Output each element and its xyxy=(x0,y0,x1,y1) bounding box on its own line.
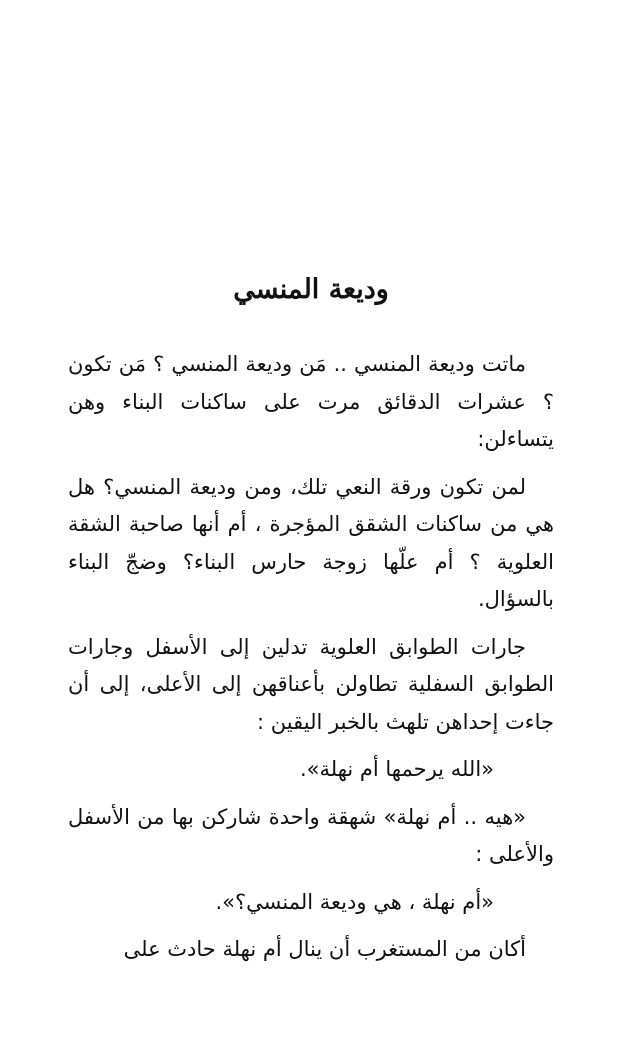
quote-1: «الله يرحمها أم نهلة». xyxy=(299,757,494,781)
paragraph-4: «هيه .. أم نهلة» شهقة واحدة شاركن بها من الأسفل والأعلى : xyxy=(68,804,554,866)
book-page xyxy=(68,250,554,979)
quote-2: «أم نهلة ، هي وديعة المنسي؟». xyxy=(215,889,494,914)
paragraph-3: جارات الطوابق العلوية تدلين إلى الأسفل وجارات الطوابق السفلية تطاولن بأعناقهن إلى الأعلى، إلى أن جاءت إحداهن تلهث بالخبر اليقين : xyxy=(68,634,554,734)
paragraph-1: ماتت وديعة المنسي .. مَن وديعة المنسي ؟ مَن تكون ؟ عشرات الدقائق مرت على ساكنات البناء وهن يتساءلن: xyxy=(68,352,554,451)
paragraph-5: أكان من المستغرب أن ينال أم نهلة حادث على xyxy=(123,937,526,961)
chapter-title: وديعة المنسي xyxy=(233,274,389,305)
paragraph-2: لمن تكون ورقة النعي تلك، ومن وديعة المنسي؟ هل هي من ساكنات الشقق المؤجرة ، أم أنها صاحبة الشقة العلوية ؟ أم علّها زوجة حارس البناء؟ وضجّ البناء بالسؤال. xyxy=(68,474,554,611)
